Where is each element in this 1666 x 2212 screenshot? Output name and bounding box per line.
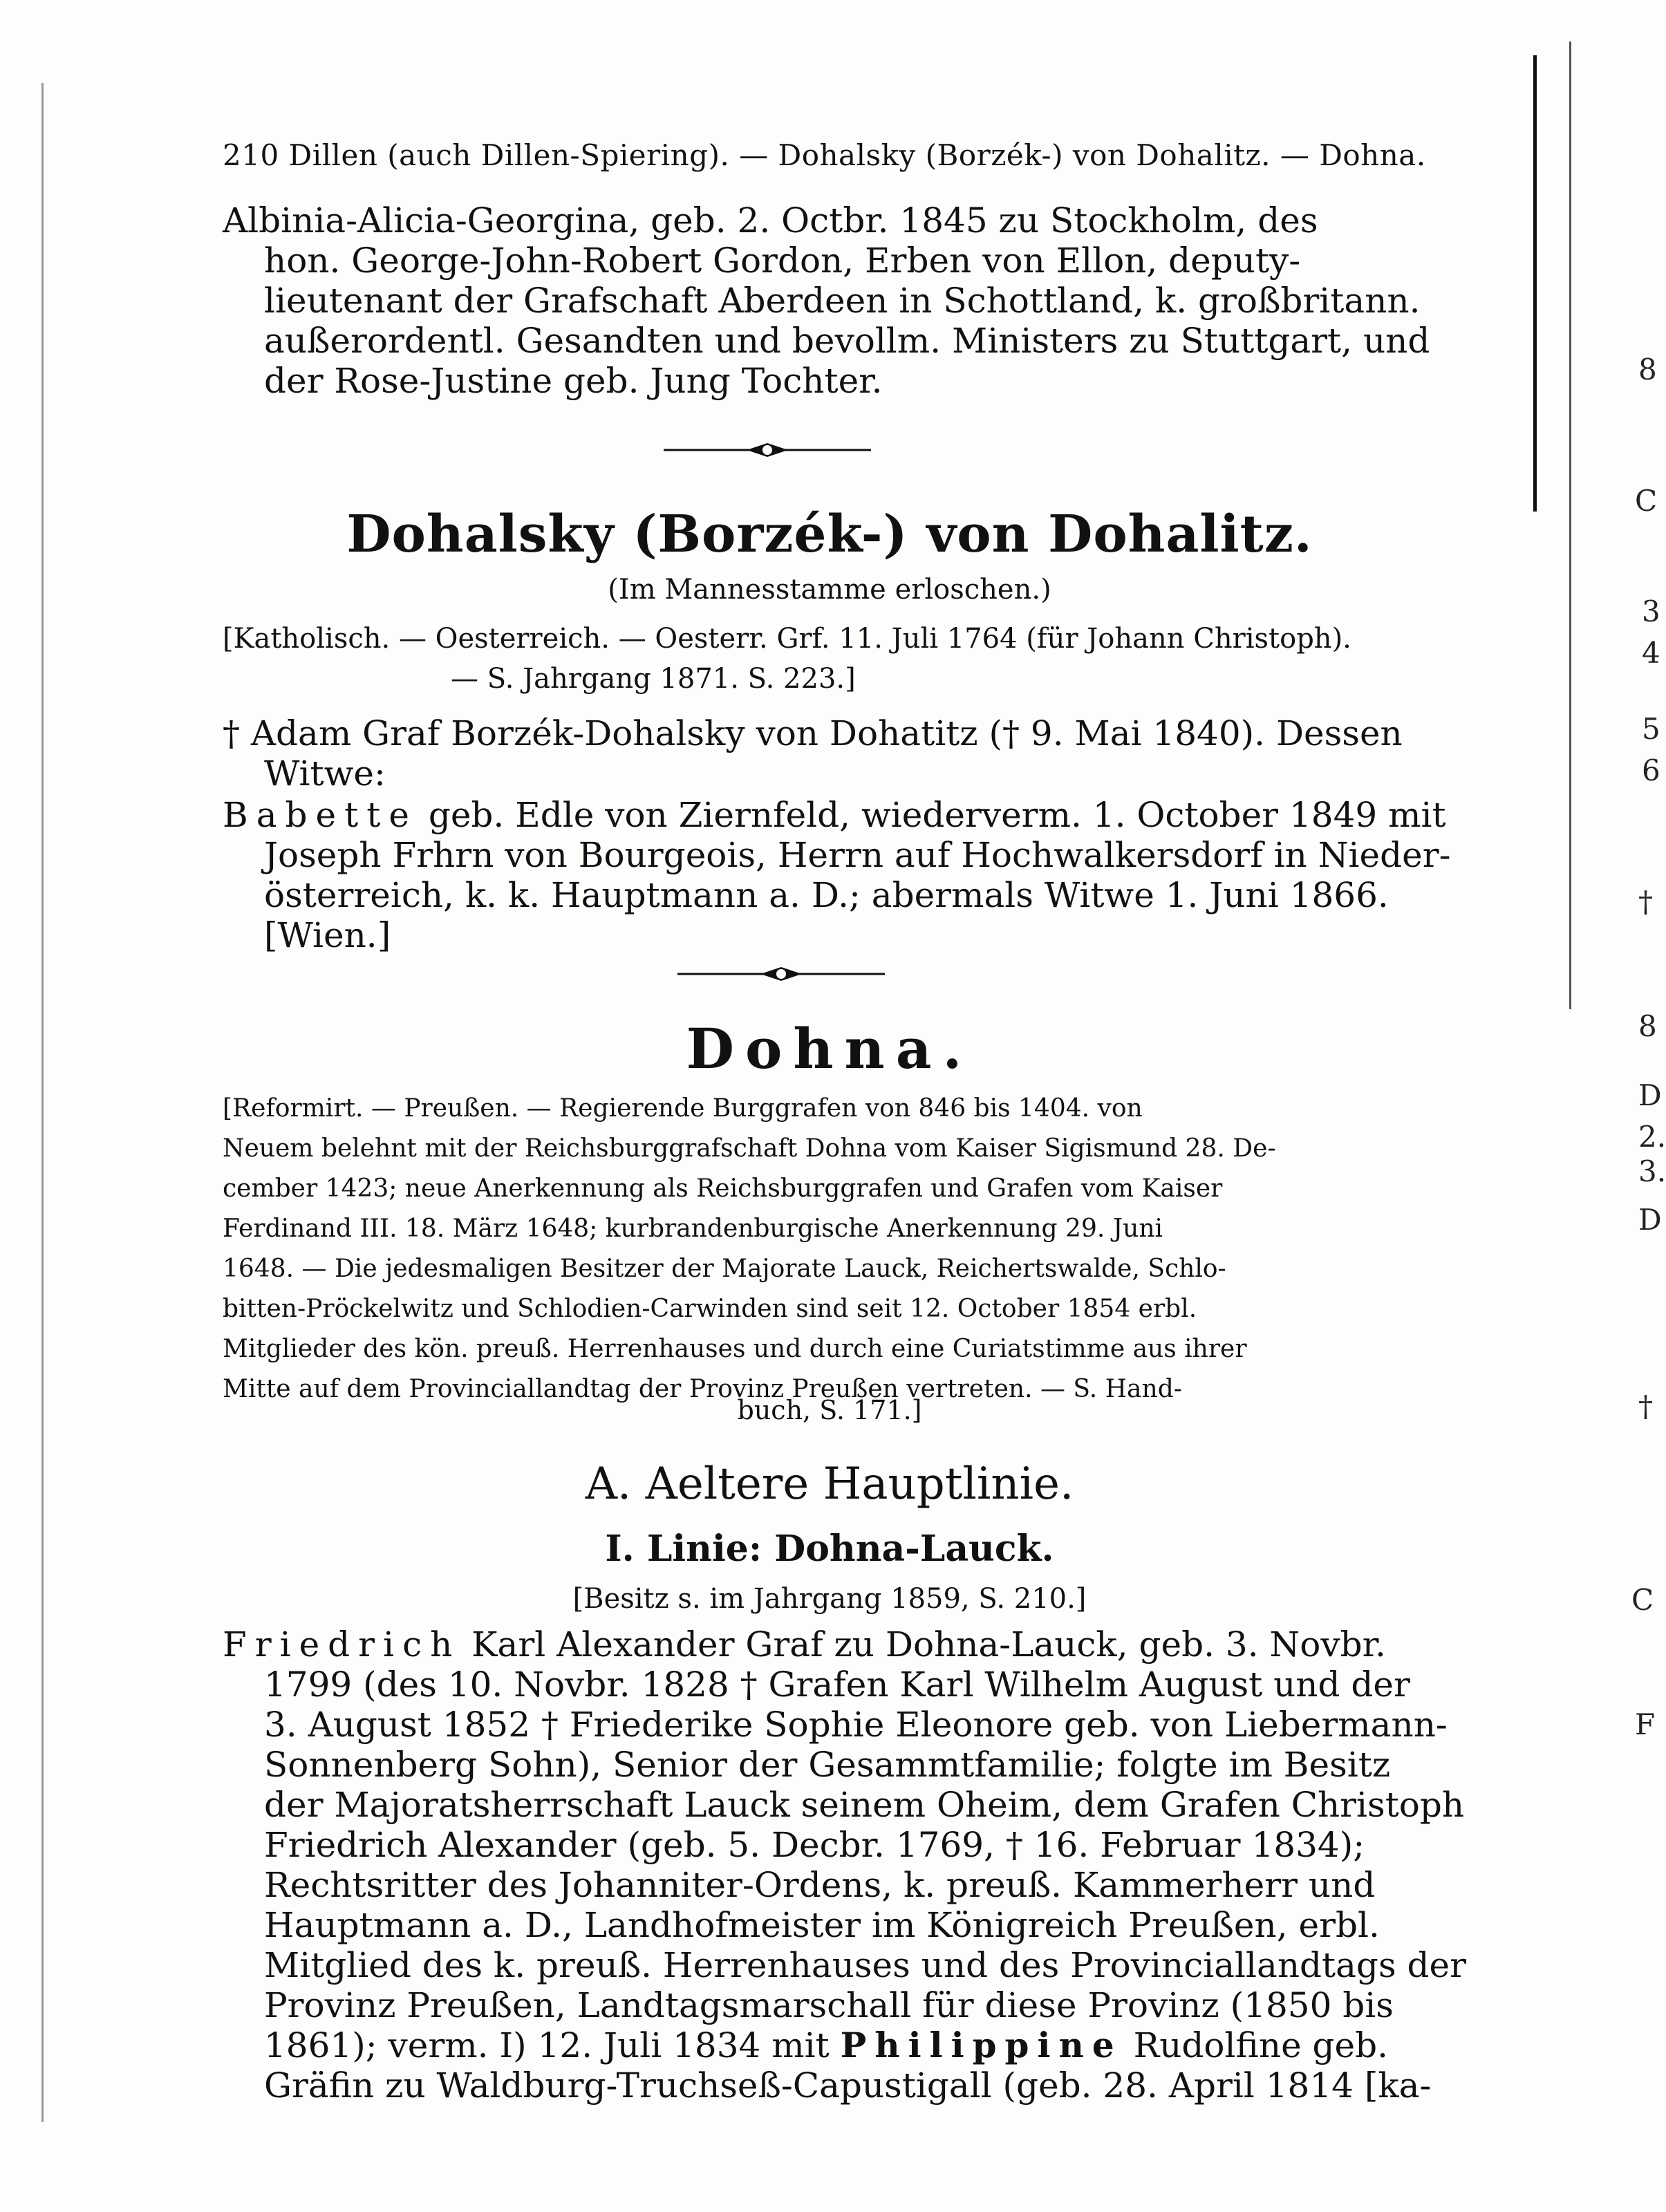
dohna-info — [223, 1089, 1412, 1409]
text-line: Mitglied des k. preuß. Herrenhauses und des Provinciallandtags der — [264, 1945, 1466, 1985]
text-line: 1861); verm. I) 12. Juli 1834 mit — [264, 2025, 841, 2065]
margin-fragment: † — [1638, 885, 1653, 919]
margin-fragment: 8 — [1638, 1009, 1657, 1043]
section-heading-a: A. Aeltere Hauptlinie. — [585, 1459, 1074, 1510]
text-line: [Wien.] — [264, 915, 391, 955]
text-line: Ferdinand III. 18. März 1648; kurbrandenburgische Anerkennung 29. Juni — [223, 1215, 1163, 1243]
albinia-paragraph — [223, 200, 1430, 401]
text-line: außerordentl. Gesandten und bevollm. Ministers zu Stuttgart, und — [264, 321, 1430, 361]
person-name: Friedrich — [223, 1624, 461, 1665]
text-line: lieutenant der Grafschaft Aberdeen in Schottland, k. großbritann. — [264, 281, 1421, 321]
text-line: [Katholisch. — Oesterreich. — Oesterr. Grf. 11. Juli 1764 (für Johann Christoph). — [223, 623, 1351, 655]
text-line: Mitglieder des kön. preuß. Herrenhauses und durch eine Curiatstimme aus ihrer — [223, 1335, 1247, 1363]
text-line: Sonnenberg Sohn), Senior der Gesammtfamilie; folgte im Besitz — [264, 1745, 1391, 1785]
margin-fragment: F — [1635, 1707, 1656, 1741]
text-line: Provinz Preußen, Landtagsmarschall für diese Provinz (1850 bis — [264, 1985, 1394, 2025]
running-header: 210 Dillen (auch Dillen-Spiering). — Dohalsky (Borzék-) von Dohalitz. — Dohna. — [223, 138, 1426, 172]
margin-fragment: 5 — [1642, 712, 1660, 746]
dohalsky-info — [223, 619, 1412, 699]
text-line: Albinia-Alicia-Georgina, geb. 2. Octbr. 1845 zu Stockholm, des — [223, 200, 1318, 241]
margin-fragment: 6 — [1642, 753, 1660, 787]
adam-paragraph — [223, 713, 1412, 794]
margin-fragment: † — [1638, 1389, 1653, 1423]
margin-fragment: D — [1638, 1078, 1662, 1112]
friedrich-paragraph — [223, 1624, 1466, 2106]
text-line: [Reformirt. — Preußen. — Regierende Burggrafen von 846 bis 1404. von — [223, 1094, 1143, 1123]
person-name: Philippine — [840, 2025, 1123, 2065]
text-line: Gräfin zu Waldburg-Truchseß-Capustigall (geb. 28. April 1814 [ka- — [264, 2065, 1432, 2106]
text-line: Hauptmann a. D., Landhofmeister im Königreich Preußen, erbl. — [264, 1905, 1380, 1945]
margin-fragment: C — [1631, 1583, 1654, 1617]
text-line: der Majoratsherrschaft Lauck seinem Oheim, dem Grafen Christoph — [264, 1785, 1465, 1825]
text-line: Karl Alexander Graf zu Dohna-Lauck, geb. 3. Novbr. — [460, 1624, 1386, 1665]
text-line: der Rose-Justine geb. Jung Tochter. — [264, 361, 883, 401]
besitz-note: [Besitz s. im Jahrgang 1859, S. 210.] — [572, 1583, 1087, 1615]
margin-fragment: 3. — [1638, 1154, 1666, 1188]
line-heading-i: I. Linie: Dohna-Lauck. — [605, 1528, 1054, 1570]
subtitle-dohalsky: (Im Mannesstamme erloschen.) — [608, 574, 1051, 606]
text-line: Rudolfine geb. — [1122, 2025, 1389, 2065]
ornament-divider — [664, 440, 871, 460]
margin-fragment: 3 — [1642, 594, 1660, 628]
text-line: Rechtsritter des Johanniter-Ordens, k. preuß. Kammerherr und — [264, 1865, 1376, 1905]
text-line: Friedrich Alexander (geb. 5. Decbr. 1769, † 16. Februar 1834); — [264, 1825, 1365, 1865]
margin-fragment: 4 — [1642, 636, 1660, 670]
text-line: cember 1423; neue Anerkennung als Reichsburggrafen und Grafen vom Kaiser — [223, 1174, 1223, 1203]
scan-edge-line — [1533, 55, 1537, 512]
text-line: österreich, k. k. Hauptmann a. D.; abermals Witwe 1. Juni 1866. — [264, 875, 1389, 915]
text-line: Joseph Frhrn von Bourgeois, Herrn auf Hochwalkersdorf in Nieder- — [264, 835, 1451, 875]
text-line: bitten-Pröckelwitz und Schlodien-Carwinden sind seit 12. October 1854 erbl. — [223, 1295, 1197, 1323]
ornament-divider — [677, 964, 885, 984]
dohna-info-last: buch, S. 171.] — [737, 1395, 922, 1425]
text-line: — S. Jahrgang 1871. S. 223.] — [451, 663, 856, 695]
scan-edge-line — [41, 83, 44, 2122]
section-title-dohalsky: Dohalsky (Borzék-) von Dohalitz. — [346, 505, 1313, 564]
section-title-dohna: Dohna. — [686, 1016, 973, 1081]
margin-fragment: 8 — [1638, 353, 1657, 386]
margin-fragment: 2. — [1638, 1120, 1666, 1154]
text-line: † Adam Graf Borzék-Dohalsky von Dohatitz († 9. Mai 1840). Dessen — [223, 713, 1403, 753]
text-line: 1648. — Die jedesmaligen Besitzer der Majorate Lauck, Reichertswalde, Schlo- — [223, 1255, 1226, 1283]
margin-fragment: D — [1638, 1203, 1662, 1237]
text-line: hon. George-John-Robert Gordon, Erben von Ellon, deputy- — [264, 241, 1301, 281]
text-line: Mitte auf dem Provinciallandtag der Provinz Preußen vertreten. — S. Hand- — [223, 1375, 1182, 1403]
text-line: Witwe: — [264, 753, 386, 794]
text-line: 1799 (des 10. Novbr. 1828 † Grafen Karl Wilhelm August und der — [264, 1665, 1410, 1705]
text-line: 3. August 1852 † Friederike Sophie Eleonore geb. von Liebermann- — [264, 1705, 1448, 1745]
margin-fragment: C — [1635, 484, 1658, 518]
scan-edge-line — [1569, 41, 1571, 1009]
babette-paragraph — [223, 795, 1451, 955]
text-line: geb. Edle von Ziernfeld, wiederverm. 1. October 1849 mit — [417, 795, 1446, 835]
text-line: Neuem belehnt mit der Reichsburggrafschaft Dohna vom Kaiser Sigismund 28. De- — [223, 1134, 1276, 1163]
person-name: Babette — [223, 795, 418, 835]
